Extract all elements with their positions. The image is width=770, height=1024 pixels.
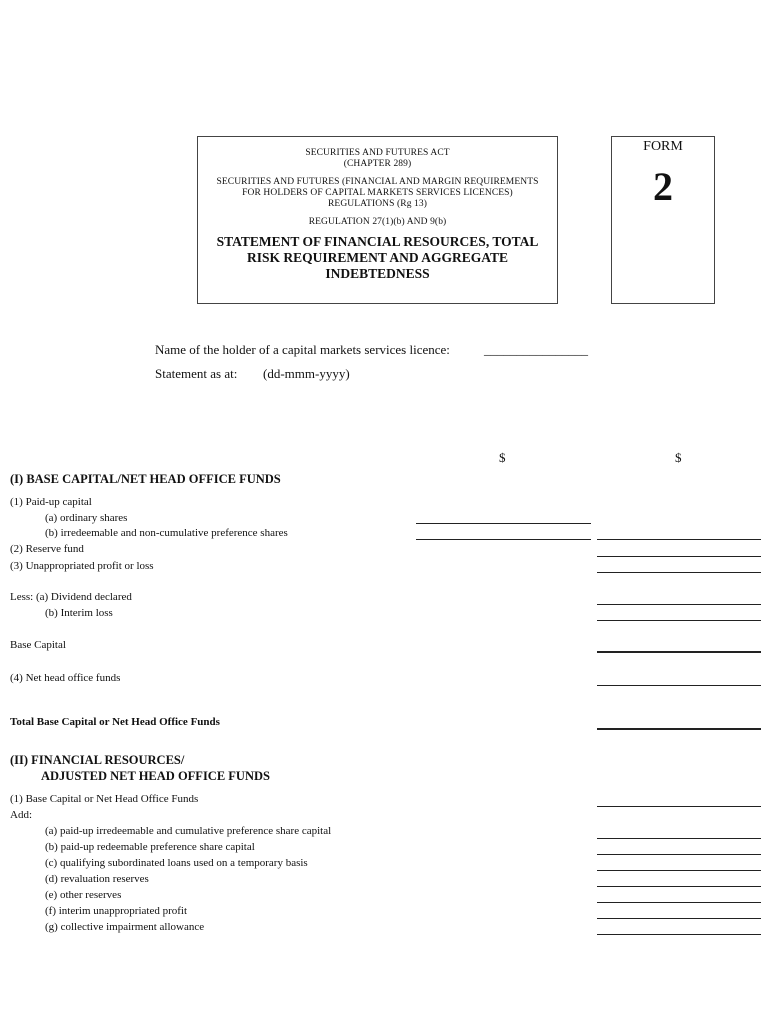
base-capital-label: Base Capital <box>10 639 66 651</box>
act-name: SECURITIES AND FUTURES ACT <box>305 148 450 158</box>
section-1-heading: (I) BASE CAPITAL/NET HEAD OFFICE FUNDS <box>10 472 281 486</box>
irredeemable-shares-entry-line[interactable] <box>416 539 591 540</box>
list-item: (g) collective impairment allowance <box>45 921 205 933</box>
add-label: Add: <box>10 809 32 821</box>
unappropriated-profit-label: (3) Unappropriated profit or loss <box>10 560 154 572</box>
irredeemable-shares-label: (b) irredeemable and non-cumulative preference shares <box>45 527 288 539</box>
regulation-reference: REGULATION 27(1)(b) AND 9(b) <box>308 217 447 227</box>
paid-up-capital-label: (1) Paid-up capital <box>10 496 92 508</box>
reserve-fund-entry-line[interactable] <box>597 556 761 557</box>
entry-line[interactable] <box>597 870 761 871</box>
ordinary-shares-entry-line[interactable] <box>416 523 591 524</box>
entry-line[interactable] <box>597 934 761 935</box>
title-line-1: STATEMENT OF FINANCIAL RESOURCES, TOTAL <box>216 234 539 249</box>
form-number: 2 <box>653 164 673 209</box>
entry-line[interactable] <box>597 838 761 839</box>
statement-date-field[interactable]: (dd-mmm-yyyy) <box>263 366 350 381</box>
reserve-fund-label: (2) Reserve fund <box>10 543 84 555</box>
interim-loss-label: (b) Interim loss <box>45 607 113 619</box>
list-item: (d) revaluation reserves <box>45 873 149 885</box>
column-1-currency: $ <box>499 450 506 465</box>
interim-loss-entry-line[interactable] <box>597 620 761 621</box>
regulations-line-3: REGULATIONS (Rg 13) <box>327 199 427 209</box>
base-capital-or-net-head-label: (1) Base Capital or Net Head Office Funds <box>10 793 199 805</box>
holder-name-label: Name of the holder of a capital markets services licence: <box>155 342 450 357</box>
holder-name-field[interactable]: ________________ <box>484 342 588 357</box>
form-label: FORM <box>643 139 683 154</box>
regulations-line-2: FOR HOLDERS OF CAPITAL MARKETS SERVICES LICENCES) <box>242 188 513 198</box>
base-capital-or-net-head-entry-line[interactable] <box>597 806 761 807</box>
base-capital-entry-line[interactable] <box>597 651 761 653</box>
dividend-declared-label: Less: (a) Dividend declared <box>10 591 132 603</box>
dividend-declared-entry-line[interactable] <box>597 604 761 605</box>
entry-line[interactable] <box>597 902 761 903</box>
regulations-line-1: SECURITIES AND FUTURES (FINANCIAL AND MARGIN REQUIREMENTS <box>216 177 539 187</box>
title-line-2: RISK REQUIREMENT AND AGGREGATE <box>247 250 508 265</box>
form-header-box <box>197 136 558 304</box>
statement-date-label: Statement as at: <box>155 366 238 381</box>
entry-line[interactable] <box>597 886 761 887</box>
form-number-box <box>611 136 715 304</box>
entry-line[interactable] <box>597 918 761 919</box>
total-base-capital-entry-line[interactable] <box>597 728 761 730</box>
title-line-3: INDEBTEDNESS <box>325 266 430 281</box>
entry-line[interactable] <box>597 854 761 855</box>
list-item: (c) qualifying subordinated loans used on a temporary basis <box>45 857 308 869</box>
list-item: (b) paid-up redeemable preference share capital <box>45 841 255 853</box>
list-item: (f) interim unappropriated profit <box>45 905 188 917</box>
statement-title <box>198 234 557 282</box>
unappropriated-profit-entry-line[interactable] <box>597 572 761 573</box>
paid-up-capital-total-line[interactable] <box>597 539 761 540</box>
column-2-currency: $ <box>675 450 682 465</box>
ordinary-shares-label: (a) ordinary shares <box>45 512 128 524</box>
section-2-heading-line-1: (II) FINANCIAL RESOURCES/ <box>10 753 185 767</box>
section-2-heading-line-2: ADJUSTED NET HEAD OFFICE FUNDS <box>41 769 270 783</box>
chapter: (CHAPTER 289) <box>343 159 412 169</box>
net-head-office-funds-entry-line[interactable] <box>597 685 761 686</box>
list-item: (e) other reserves <box>45 889 122 901</box>
total-base-capital-label: Total Base Capital or Net Head Office Funds <box>10 716 220 728</box>
net-head-office-funds-label: (4) Net head office funds <box>10 672 121 684</box>
list-item: (a) paid-up irredeemable and cumulative preference share capital <box>45 825 332 837</box>
